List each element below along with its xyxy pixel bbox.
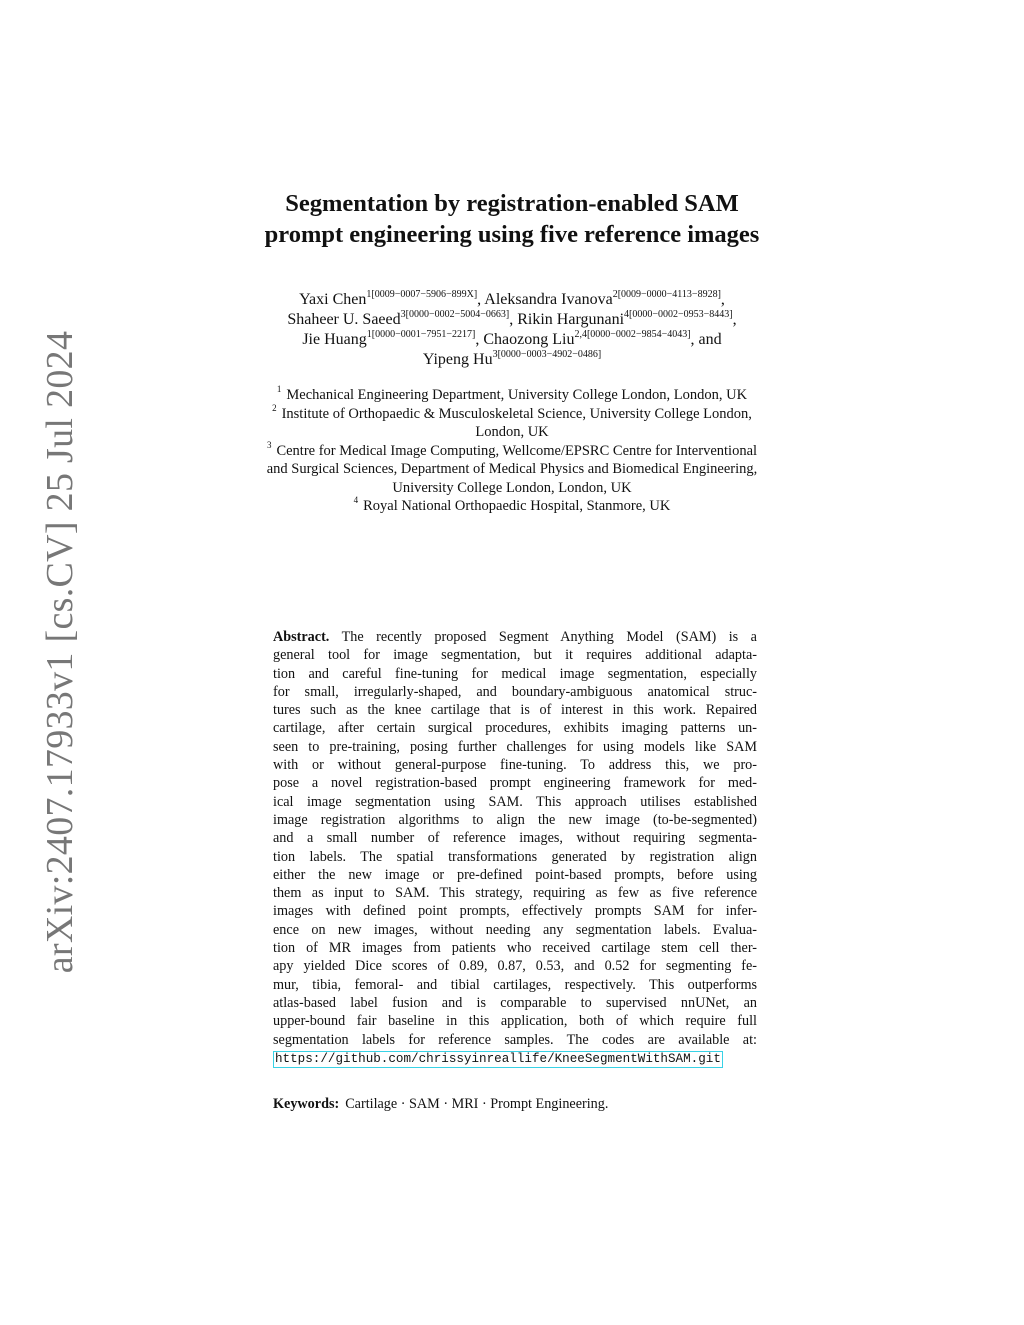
author-list	[0, 290, 1024, 370]
abstract-line: tion of MR images from patients who received cartilage stem cell ther-	[273, 940, 757, 957]
arxiv-identifier-stamp: arXiv:2407.17933v1 [cs.CV] 25 Jul 2024	[39, 330, 81, 974]
abstract-line: with or without general-purpose fine-tuning. To address this, we pro-	[273, 757, 757, 774]
abstract-line: general tool for image segmentation, but it requires additional adapta-	[273, 647, 757, 664]
abstract-line: apy yielded Dice scores of 0.89, 0.87, 0.53, and 0.52 for segmenting fe-	[273, 958, 757, 975]
keywords-label: Keywords:	[273, 1096, 340, 1112]
abstract	[273, 628, 757, 1068]
abstract-line: atlas-based label fusion and is comparable to supervised nnUNet, an	[273, 994, 757, 1011]
abstract-line: Abstract. The recently proposed Segment Anything Model (SAM) is a	[273, 629, 757, 645]
affiliation-1: $^1$ Mechanical Engineering Department, University College London, London, UK	[276, 384, 748, 403]
author-orcid: 1[0000−0001−7951−2217]	[366, 328, 476, 340]
abstract-line: pose a novel registration-based prompt engineering framework for med-	[273, 775, 757, 792]
title-line-2: prompt engineering using five reference images	[264, 221, 760, 248]
abstract-line: images with defined point prompts, effectively prompts SAM for infer-	[273, 903, 757, 920]
abstract-line: ence on new images, without needing any segmentation labels. Evalua-	[273, 921, 757, 938]
affiliation-4: $^4$ Royal National Orthopaedic Hospital, Stanmore, UK	[353, 495, 671, 514]
author-name: Yaxi Chen	[299, 291, 367, 308]
keywords-list: Cartilage · SAM · MRI · Prompt Engineering.	[345, 1096, 609, 1112]
author-orcid: 4[0000−0002−0953−8443]	[624, 308, 733, 320]
affiliations	[0, 386, 1024, 516]
affiliation-2-cont: London, UK	[475, 424, 549, 440]
author-orcid: 3[0000−0003−4902−0486]	[492, 348, 602, 360]
abstract-line: tures such as the knee cartilage that is of interest in this work. Repaired	[273, 702, 757, 719]
abstract-line: and a small number of reference images, without requiring segmenta-	[273, 830, 757, 847]
abstract-line: them as input to SAM. This strategy, requiring as few as five reference	[273, 885, 757, 902]
affiliation-3-cont: and Surgical Sciences, Department of Medical Physics and Biomedical Engineering,	[266, 461, 758, 477]
abstract-line: seen to pre-training, posing further challenges for using models like SAM	[273, 738, 757, 755]
author-name: Chaozong Liu	[483, 331, 575, 348]
author-orcid: 2[0009−0000−4113−8928]	[612, 288, 721, 300]
abstract-line: image registration algorithms to align the new image (to-be-segmented)	[273, 811, 757, 828]
author-name: Aleksandra Ivanova	[484, 291, 613, 308]
author-line-1: Yaxi Chen$^{1[0009-0007-5906-899X]}$, Aleksandra Ivanova$^{2[0009-0000-4113-8928]}$,	[299, 288, 725, 308]
affiliation-3: $^3$ Centre for Medical Image Computing, Wellcome/EPSRC Centre for Interventional	[266, 439, 758, 459]
code-repository-link[interactable]: https://github.com/chrissyinreallife/KneeSegmentWithSAM.git	[275, 1051, 721, 1066]
author-line-4	[0, 350, 1024, 370]
abstract-line: tion and careful fine-tuning for medical image segmentation, especially	[273, 665, 757, 682]
abstract-line: either the new image or pre-defined point-based prompts, before using	[273, 866, 757, 883]
affiliation-2: $^2$ Institute of Orthopaedic & Musculoskeletal Science, University College London,	[272, 402, 752, 422]
author-line-3: Jie Huang$^{1[0000-0001-7951-2217]}$, Chaozong Liu$^{2,4[0000-0002-9854-4043]}$, and	[302, 328, 722, 348]
abstract-line: tion labels. The spatial transformations generated by registration align	[273, 848, 757, 865]
author-name: Rikin Hargunani	[517, 311, 625, 328]
author-orcid: 2,4[0000−0002−9854−4043]	[574, 328, 691, 340]
abstract-line: for small, irregularly-shaped, and boundary-ambiguous anatomical struc-	[273, 683, 757, 700]
abstract-label: Abstract.	[273, 629, 330, 645]
abstract-line: ical image segmentation using SAM. This approach utilises established	[273, 793, 757, 810]
author-orcid: 1[0009−0007−5906−899X]	[366, 288, 478, 300]
abstract-line: cartilage, after certain surgical procedures, exhibits imaging patterns un-	[273, 720, 757, 737]
author-name: Jie Huang	[302, 331, 367, 348]
author-name: Yipeng Hu	[422, 351, 493, 368]
title-line-1: Segmentation by registration-enabled SAM	[285, 190, 739, 217]
paper-title	[0, 188, 1024, 250]
author-name: Shaheer U. Saeed	[287, 311, 401, 328]
author-line-2: Shaheer U. Saeed$^{3[0000-0002-5004-0663]}$, Rikin Hargunani$^{4[0000-0002-0953-8443]}$,	[287, 308, 737, 328]
author-orcid: 3[0000−0002−5004−0663]	[400, 308, 510, 320]
abstract-line: segmentation labels for reference samples. The codes are available at:	[273, 1031, 757, 1048]
abstract-line: upper-bound fair baseline in this application, both of which require full	[273, 1013, 757, 1030]
affiliation-3-cont: University College London, London, UK	[392, 479, 632, 496]
abstract-line: mur, tibia, femoral- and tibial cartilages, respectively. This outperforms	[273, 976, 757, 993]
keywords	[273, 1096, 608, 1113]
